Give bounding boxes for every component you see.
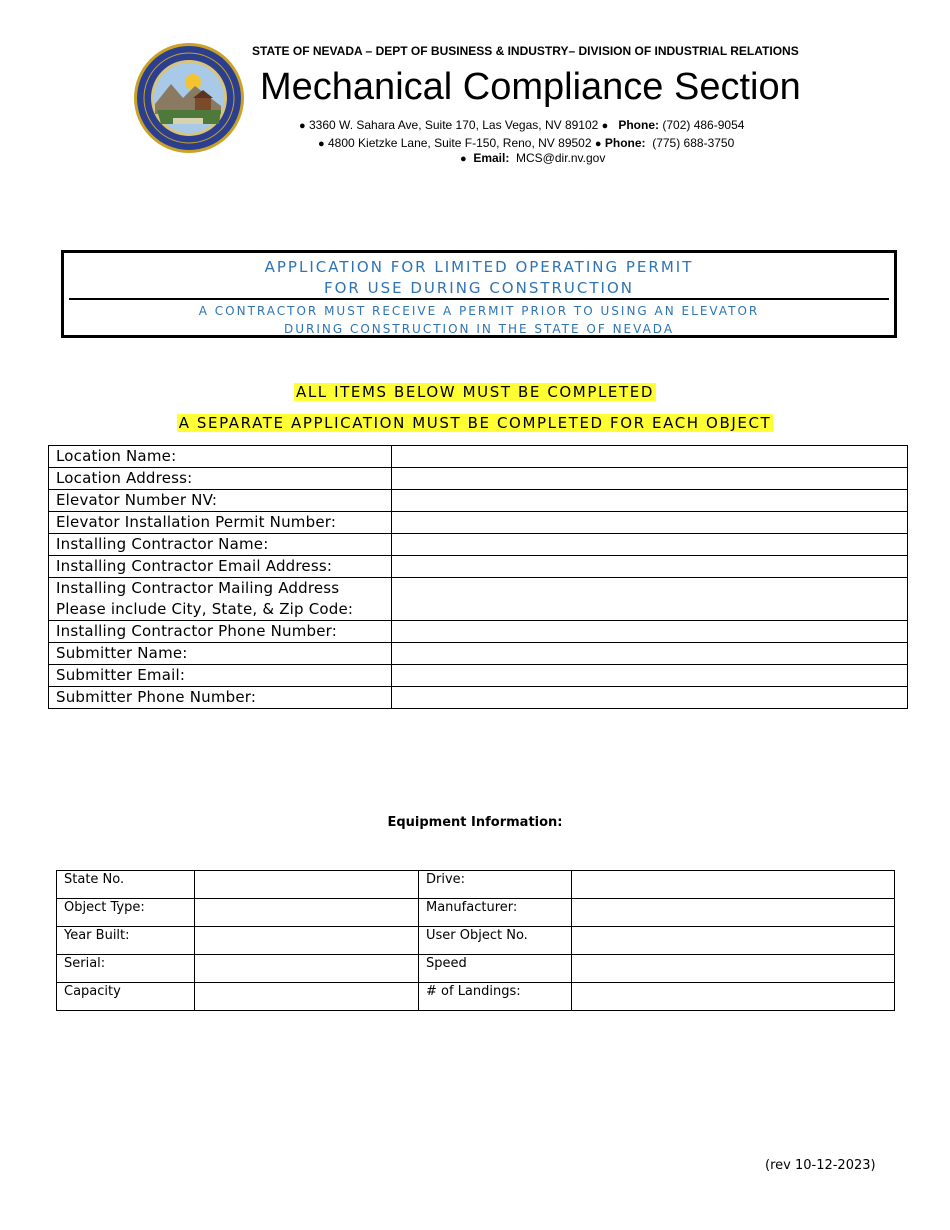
field-label: Location Address: bbox=[49, 468, 392, 490]
field-label: Installing Contractor Email Address: bbox=[49, 556, 392, 578]
revision-date: (rev 10-12-2023) bbox=[765, 1158, 876, 1173]
table-row bbox=[49, 556, 908, 578]
las-vegas-address: 3360 W. Sahara Ave, Suite 170, Las Vegas, NV 89102 bbox=[309, 118, 599, 132]
submitter-phone-field[interactable] bbox=[392, 687, 908, 709]
agency-line: STATE OF NEVADA – DEPT OF BUSINESS & INDUSTRY– DIVISION OF INDUSTRIAL RELATIONS bbox=[252, 44, 799, 58]
equipment-heading: Equipment Information: bbox=[387, 815, 563, 830]
submitter-name-field[interactable] bbox=[392, 643, 908, 665]
notice-separate-application: A SEPARATE APPLICATION MUST BE COMPLETED FOR EACH OBJECT bbox=[178, 414, 772, 432]
phone-label: Phone: bbox=[618, 118, 660, 132]
application-title: APPLICATION FOR LIMITED OPERATING PERMIT bbox=[264, 258, 694, 276]
equip-label: Manufacturer: bbox=[419, 899, 572, 927]
field-label bbox=[49, 578, 392, 621]
table-row bbox=[49, 687, 908, 709]
notice-all-items: ALL ITEMS BELOW MUST BE COMPLETED bbox=[295, 383, 655, 401]
table-row bbox=[49, 578, 908, 621]
email-address[interactable]: MCS@dir.nv.gov bbox=[516, 151, 606, 165]
phone-label: Phone: bbox=[604, 136, 646, 150]
title-divider bbox=[69, 298, 889, 300]
equip-label: Serial: bbox=[57, 955, 195, 983]
reno-phone: (775) 688-3750 bbox=[652, 136, 735, 150]
reno-address-line bbox=[318, 136, 734, 150]
bullet-icon: ● bbox=[318, 138, 325, 150]
drive-field[interactable] bbox=[572, 871, 895, 899]
table-row bbox=[49, 490, 908, 512]
submitter-email-field[interactable] bbox=[392, 665, 908, 687]
equipment-table bbox=[56, 870, 895, 1011]
field-label-line1: Installing Contractor Mailing Address bbox=[56, 579, 340, 597]
contractor-phone-field[interactable] bbox=[392, 621, 908, 643]
equip-label: Object Type: bbox=[57, 899, 195, 927]
table-row bbox=[49, 468, 908, 490]
table-row bbox=[49, 446, 908, 468]
bullet-icon: ● bbox=[299, 120, 306, 132]
email-label: Email: bbox=[473, 151, 510, 165]
reno-address: 4800 Kietzke Lane, Suite F-150, Reno, NV 89502 bbox=[328, 136, 592, 150]
manufacturer-field[interactable] bbox=[572, 899, 895, 927]
application-form-table bbox=[48, 445, 908, 709]
bullet-icon: ● bbox=[460, 153, 467, 165]
table-row bbox=[57, 927, 895, 955]
table-row bbox=[49, 643, 908, 665]
section-title: Mechanical Compliance Section bbox=[260, 66, 801, 108]
field-label: Elevator Number NV: bbox=[49, 490, 392, 512]
equip-label: Drive: bbox=[419, 871, 572, 899]
landings-field[interactable] bbox=[572, 983, 895, 1011]
las-vegas-address-line bbox=[299, 118, 744, 132]
field-label: Installing Contractor Phone Number: bbox=[49, 621, 392, 643]
user-object-no-field[interactable] bbox=[572, 927, 895, 955]
table-row bbox=[57, 899, 895, 927]
contractor-email-field[interactable] bbox=[392, 556, 908, 578]
table-row bbox=[49, 665, 908, 687]
equip-label: State No. bbox=[57, 871, 195, 899]
application-subtitle: A CONTRACTOR MUST RECEIVE A PERMIT PRIOR TO USING AN ELEVATOR bbox=[198, 304, 760, 318]
table-row bbox=[57, 955, 895, 983]
email-line bbox=[460, 151, 605, 165]
location-name-field[interactable] bbox=[392, 446, 908, 468]
table-row bbox=[49, 512, 908, 534]
contractor-mailing-address-field[interactable] bbox=[392, 578, 908, 621]
speed-field[interactable] bbox=[572, 955, 895, 983]
field-label: Submitter Name: bbox=[49, 643, 392, 665]
las-vegas-phone: (702) 486-9054 bbox=[662, 118, 745, 132]
table-row bbox=[57, 871, 895, 899]
equip-label: # of Landings: bbox=[419, 983, 572, 1011]
installation-permit-number-field[interactable] bbox=[392, 512, 908, 534]
serial-field[interactable] bbox=[195, 955, 419, 983]
year-built-field[interactable] bbox=[195, 927, 419, 955]
bullet-icon: ● bbox=[594, 138, 602, 150]
field-label: Submitter Phone Number: bbox=[49, 687, 392, 709]
application-title-box bbox=[61, 250, 897, 338]
state-no-field[interactable] bbox=[195, 871, 419, 899]
equip-label: Capacity bbox=[57, 983, 195, 1011]
table-row bbox=[49, 621, 908, 643]
equip-label: Speed bbox=[419, 955, 572, 983]
contractor-name-field[interactable] bbox=[392, 534, 908, 556]
capacity-field[interactable] bbox=[195, 983, 419, 1011]
object-type-field[interactable] bbox=[195, 899, 419, 927]
application-title-line2: FOR USE DURING CONSTRUCTION bbox=[323, 279, 635, 297]
elevator-number-field[interactable] bbox=[392, 490, 908, 512]
nevada-state-seal-icon bbox=[133, 42, 245, 154]
field-label: Elevator Installation Permit Number: bbox=[49, 512, 392, 534]
field-label: Submitter Email: bbox=[49, 665, 392, 687]
bullet-icon: ● bbox=[601, 120, 609, 132]
field-label-line2: Please include City, State, & Zip Code: bbox=[56, 600, 354, 618]
equip-label: Year Built: bbox=[57, 927, 195, 955]
table-row bbox=[57, 983, 895, 1011]
equip-label: User Object No. bbox=[419, 927, 572, 955]
field-label: Location Name: bbox=[49, 446, 392, 468]
application-subtitle-line2: DURING CONSTRUCTION IN THE STATE OF NEVADA bbox=[283, 322, 675, 336]
location-address-field[interactable] bbox=[392, 468, 908, 490]
table-row bbox=[49, 534, 908, 556]
field-label: Installing Contractor Name: bbox=[49, 534, 392, 556]
